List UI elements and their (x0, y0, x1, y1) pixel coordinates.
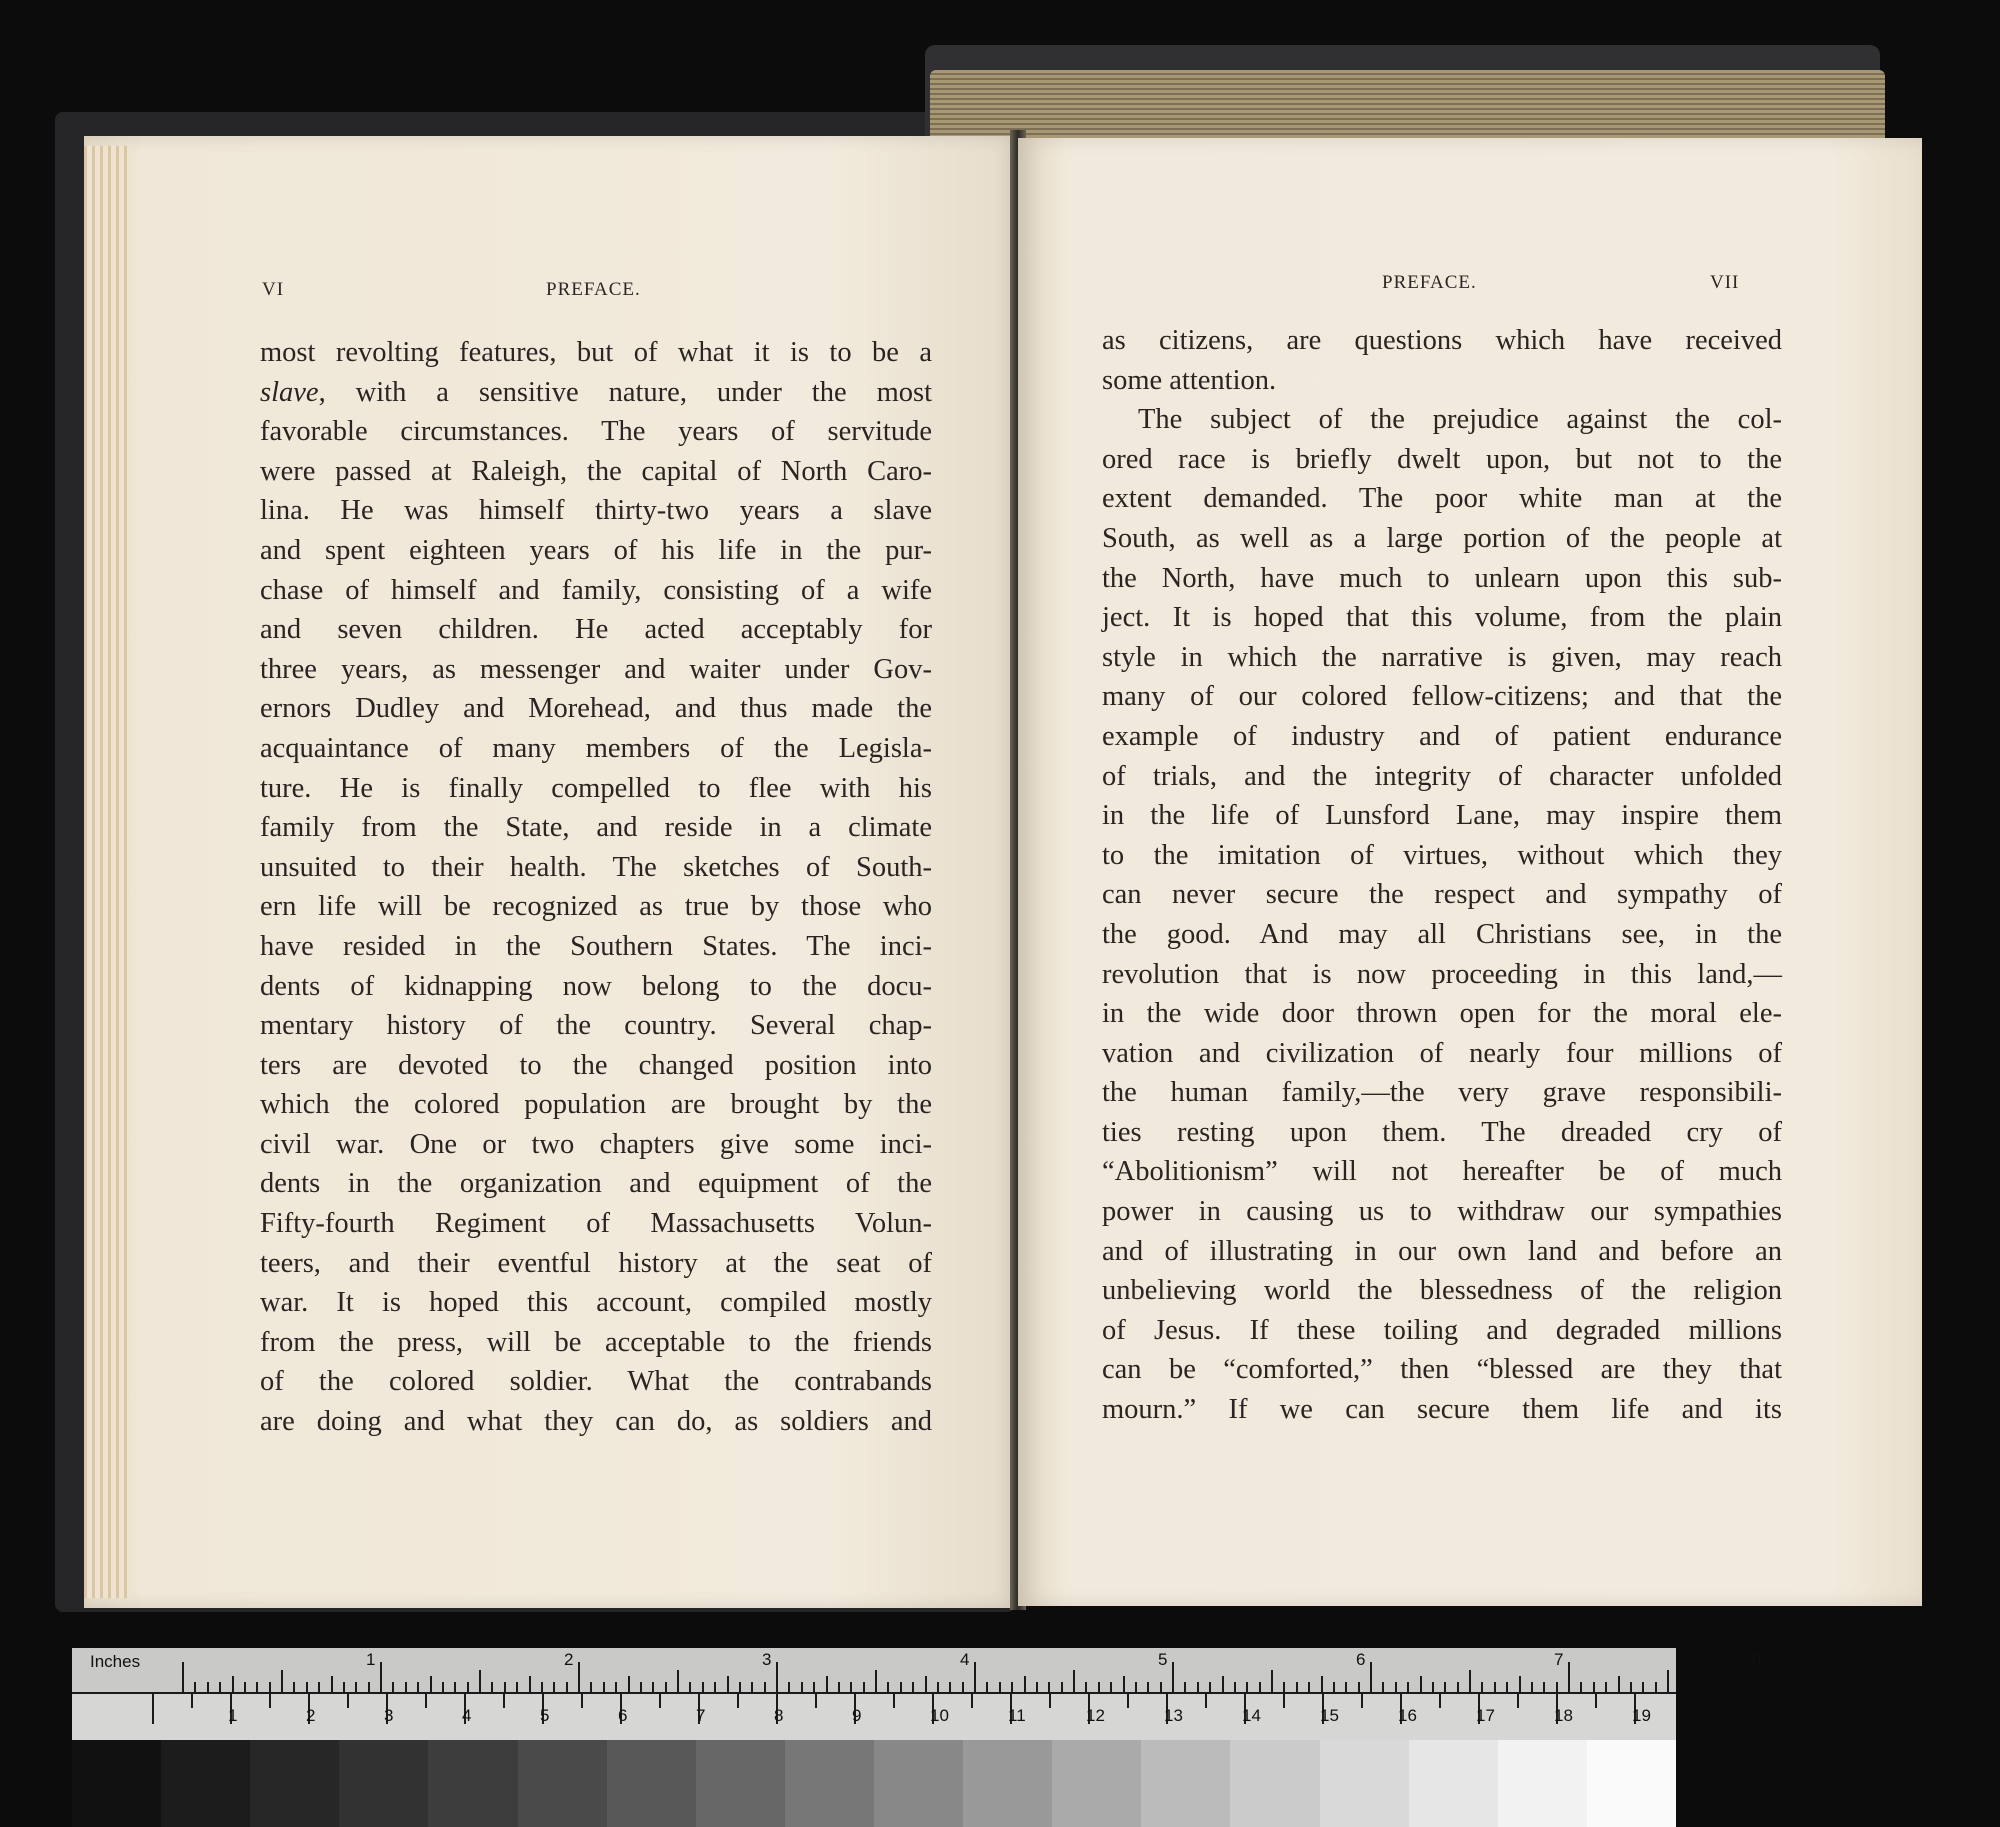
inch-tick (454, 1682, 456, 1692)
inch-tick (863, 1682, 865, 1692)
inch-tick (331, 1676, 333, 1692)
gray-patch (607, 1740, 696, 1827)
page-edges (930, 70, 1885, 140)
text-line: civil war. One or two chapters give some inci- (260, 1128, 932, 1160)
inch-tick (1123, 1676, 1125, 1692)
inch-number: 6 (1356, 1650, 1366, 1669)
inch-tick (1469, 1670, 1471, 1692)
inch-tick (1618, 1676, 1620, 1692)
inch-tick (430, 1676, 432, 1692)
inch-number: 5 (1158, 1650, 1168, 1669)
gray-patch (1230, 1740, 1319, 1827)
inch-tick (677, 1670, 679, 1692)
inch-tick (801, 1682, 803, 1692)
text-line: were passed at Raleigh, the capital of North Caro- (260, 455, 932, 487)
inch-tick (714, 1682, 716, 1692)
inch-tick (529, 1676, 531, 1692)
cm-tick (659, 1694, 661, 1708)
inch-tick (751, 1682, 753, 1692)
inch-tick (1024, 1676, 1026, 1692)
inch-tick (1073, 1670, 1075, 1692)
inches-scale (72, 1648, 1762, 1694)
text-line: chase of himself and family, consisting of a wife (260, 574, 932, 606)
cm-tick (152, 1694, 154, 1724)
inch-tick (1246, 1682, 1248, 1692)
cm-tick (425, 1694, 427, 1708)
text-line: most revolting features, but of what it is to be a (260, 337, 932, 368)
inch-tick (355, 1682, 357, 1692)
text-line: ern life will be recognized as true by those who (260, 891, 932, 923)
text-line: ernors Dudley and Morehead, and thus made the (260, 693, 932, 725)
inch-tick (232, 1676, 234, 1692)
text-line: can be “comforted,” then “blessed are they that (1102, 1354, 1782, 1386)
inch-tick (887, 1682, 889, 1692)
text-line: mourn.” If we can secure them life and its (1102, 1394, 1782, 1426)
gray-patch (1409, 1740, 1498, 1827)
inch-tick (1259, 1682, 1261, 1692)
inch-tick (1271, 1670, 1273, 1692)
inch-tick (1593, 1682, 1595, 1692)
text-line: “Abolitionism” will not hereafter be of much (1102, 1156, 1782, 1188)
gray-patch (250, 1740, 339, 1827)
inch-tick (1395, 1682, 1397, 1692)
inch-tick (1543, 1682, 1545, 1692)
inch-tick (788, 1682, 790, 1692)
text-line: the good. And may all Christians see, in the (1102, 918, 1782, 950)
cm-tick (1127, 1694, 1129, 1708)
inch-tick (219, 1682, 221, 1692)
inch-tick (1531, 1682, 1533, 1692)
inch-tick (1160, 1682, 1162, 1692)
inch-number: 2 (564, 1650, 574, 1669)
inch-tick (1222, 1676, 1224, 1692)
inch-tick (1568, 1662, 1570, 1692)
cm-number: 5 (540, 1706, 550, 1725)
cm-tick (1517, 1694, 1519, 1708)
text-line: of the colored soldier. What the contrabands (260, 1366, 932, 1398)
text-line: Fifty-fourth Regiment of Massachusetts Volun- (260, 1208, 932, 1240)
text-line: power in causing us to withdraw our sympathies (1102, 1196, 1782, 1228)
text-line: and seven children. He acted acceptably for (260, 614, 932, 646)
inch-tick (1061, 1682, 1063, 1692)
cm-tick (269, 1694, 271, 1708)
cm-tick (971, 1694, 973, 1708)
text-line: ture. He is finally compelled to flee with his (260, 772, 932, 804)
cm-tick (1283, 1694, 1285, 1708)
right-body-text (1102, 321, 1782, 1430)
text-line: ties resting upon them. The dreaded cry of (1102, 1116, 1782, 1148)
cm-tick (581, 1694, 583, 1708)
inch-tick (739, 1682, 741, 1692)
inch-tick (640, 1682, 642, 1692)
inch-tick (1085, 1682, 1087, 1692)
text-line: extent demanded. The poor white man at the (1102, 483, 1782, 515)
text-line: can never secure the respect and sympathy of (1102, 879, 1782, 911)
inch-tick (1135, 1682, 1137, 1692)
text-line: ored race is briefly dwelt upon, but not to the (1102, 443, 1782, 475)
inch-tick (838, 1682, 840, 1692)
cm-number: 4 (462, 1706, 472, 1725)
inch-tick (244, 1682, 246, 1692)
cm-number: 1 (228, 1706, 238, 1725)
cm-tick (347, 1694, 349, 1708)
cm-number: 2 (306, 1706, 316, 1725)
inch-tick (1420, 1676, 1422, 1692)
inch-tick (269, 1682, 271, 1692)
inch-tick (813, 1682, 815, 1692)
text-line: the human family,—the very grave responsibili- (1102, 1077, 1782, 1109)
text-line: from the press, will be acceptable to the friends (260, 1326, 932, 1358)
inch-tick (1358, 1682, 1360, 1692)
cm-tick (815, 1694, 817, 1708)
gray-patch (428, 1740, 517, 1827)
text-line: the North, have much to unlearn upon this sub- (1102, 562, 1782, 594)
gray-patch (874, 1740, 963, 1827)
text-line: dents of kidnapping now belong to the docu- (260, 970, 932, 1002)
page-number-left: VI (262, 279, 285, 300)
inch-tick (553, 1682, 555, 1692)
inch-tick (578, 1662, 580, 1692)
cm-number: 9 (852, 1706, 862, 1725)
inch-number: 3 (762, 1650, 772, 1669)
inch-tick (1667, 1670, 1669, 1692)
gray-patch (1587, 1740, 1676, 1827)
text-line: example of industry and of patient endurance (1102, 720, 1782, 752)
inch-tick (182, 1662, 184, 1692)
text-line: teers, and their eventful history at the seat of (260, 1247, 932, 1279)
left-body-text (260, 333, 932, 1442)
text-line: war. It is hoped this account, compiled mostly (260, 1287, 932, 1319)
cm-number: 16 (1398, 1706, 1417, 1725)
text-line: of trials, and the integrity of character unfolded (1102, 760, 1782, 792)
text-line: of Jesus. If these toiling and degraded millions (1102, 1314, 1782, 1346)
inch-tick (1283, 1682, 1285, 1692)
inch-tick (1494, 1682, 1496, 1692)
text-line: lina. He was himself thirty-two years a slave (260, 495, 932, 527)
cm-number: 6 (618, 1706, 628, 1725)
text-line: family from the State, and reside in a climate (260, 812, 932, 844)
inch-tick (1333, 1682, 1335, 1692)
gray-patch (1141, 1740, 1230, 1827)
inch-tick (1209, 1682, 1211, 1692)
inch-tick (1382, 1682, 1384, 1692)
inch-tick (306, 1682, 308, 1692)
inch-tick (1234, 1682, 1236, 1692)
inch-tick (1630, 1682, 1632, 1692)
inch-tick (467, 1682, 469, 1692)
inch-tick (1321, 1676, 1323, 1692)
cm-number: 11 (1008, 1706, 1026, 1725)
inch-tick (1432, 1682, 1434, 1692)
inch-tick (628, 1676, 630, 1692)
cm-number: 18 (1554, 1706, 1573, 1725)
grayscale-calibration-strip (72, 1740, 1676, 1827)
gray-patch (518, 1740, 607, 1827)
inch-tick (566, 1682, 568, 1692)
text-line: mentary history of the country. Several chap- (260, 1010, 932, 1042)
inch-tick (541, 1682, 543, 1692)
text-line: many of our colored fellow-citizens; and that the (1102, 681, 1782, 713)
text-line: as citizens, are questions which have received (1102, 325, 1782, 356)
gray-patch (1052, 1740, 1141, 1827)
inch-tick (1370, 1662, 1372, 1692)
running-header-right: PREFACE. (1382, 272, 1477, 293)
text-line: have resided in the Southern States. The inci- (260, 930, 932, 962)
cm-tick (191, 1694, 193, 1708)
inches-label: Inches (90, 1652, 141, 1671)
left-page (84, 136, 1018, 1608)
inch-tick (479, 1670, 481, 1692)
inch-tick (1184, 1682, 1186, 1692)
text-line: unbelieving world the blessedness of the religion (1102, 1275, 1782, 1307)
gray-patch (963, 1740, 1052, 1827)
cm-number: 8 (774, 1706, 784, 1725)
cm-number: 12 (1086, 1706, 1105, 1725)
inch-tick (1345, 1682, 1347, 1692)
inch-tick (1147, 1682, 1149, 1692)
cm-number: 3 (384, 1706, 394, 1725)
cm-number: 7 (696, 1706, 706, 1725)
inch-tick (1308, 1682, 1310, 1692)
text-line: some attention. (1102, 364, 1277, 396)
text-line: acquaintance of many members of the Legisla- (260, 732, 932, 764)
cm-tick (1361, 1694, 1363, 1708)
inch-tick (1011, 1682, 1013, 1692)
cm-number: 17 (1476, 1706, 1495, 1725)
inch-tick (405, 1682, 407, 1692)
inch-tick (504, 1682, 506, 1692)
inch-tick (1172, 1662, 1174, 1692)
inch-tick (318, 1682, 320, 1692)
text-line: favorable circumstances. The years of servitude (260, 416, 932, 448)
text-line: which the colored population are brought by the (260, 1089, 932, 1121)
inch-tick (900, 1682, 902, 1692)
inch-tick (999, 1682, 1001, 1692)
inch-tick (652, 1682, 654, 1692)
inch-tick (949, 1682, 951, 1692)
cm-number: 10 (930, 1706, 949, 1725)
gray-patch (696, 1740, 785, 1827)
inch-tick (912, 1682, 914, 1692)
text-line: ject. It is hoped that this volume, from the plain (1102, 602, 1782, 634)
text-line: three years, as messenger and waiter under Gov- (260, 653, 932, 685)
inch-tick (665, 1682, 667, 1692)
text-line: and spent eighteen years of his life in the pur- (260, 534, 932, 566)
gray-patch (339, 1740, 428, 1827)
inch-tick (590, 1682, 592, 1692)
inch-tick (1098, 1682, 1100, 1692)
inch-tick (1444, 1682, 1446, 1692)
cm-number: 13 (1164, 1706, 1183, 1725)
inch-number: 1 (366, 1650, 376, 1669)
inch-tick (826, 1676, 828, 1692)
inch-tick (1556, 1682, 1558, 1692)
text-line: The subject of the prejudice against the col- (1138, 404, 1782, 436)
inch-tick (875, 1670, 877, 1692)
inch-tick (368, 1682, 370, 1692)
inch-tick (1457, 1682, 1459, 1692)
gray-patch (161, 1740, 250, 1827)
inch-number: 7 (1554, 1650, 1564, 1669)
text-line: slave, with a sensitive nature, under the most (260, 376, 932, 408)
cm-tick (893, 1694, 895, 1708)
text-line: in the life of Lunsford Lane, may inspire them (1102, 800, 1782, 832)
cm-number: 15 (1320, 1706, 1339, 1725)
cm-tick (737, 1694, 739, 1708)
inch-tick (1519, 1676, 1521, 1692)
centimeters-scale (72, 1694, 1676, 1740)
inch-tick (615, 1682, 617, 1692)
inch-tick (937, 1682, 939, 1692)
inch-tick (986, 1682, 988, 1692)
inch-tick (293, 1682, 295, 1692)
inch-tick (491, 1682, 493, 1692)
text-line: vation and civilization of nearly four millions of (1102, 1037, 1782, 1069)
inch-tick (1048, 1682, 1050, 1692)
inch-number: 8 (1752, 1650, 1762, 1669)
inch-tick (764, 1682, 766, 1692)
inch-tick (380, 1662, 382, 1692)
inch-tick (1296, 1682, 1298, 1692)
inch-tick (417, 1682, 419, 1692)
cm-tick (1049, 1694, 1051, 1708)
inch-tick (962, 1682, 964, 1692)
inch-tick (1506, 1682, 1508, 1692)
text-line: and of illustrating in our own land and before an (1102, 1235, 1782, 1267)
text-line: to the imitation of virtues, without which they (1102, 839, 1782, 871)
text-line: ters are devoted to the changed position into (260, 1049, 932, 1081)
cm-tick (1439, 1694, 1441, 1708)
inch-tick (1036, 1682, 1038, 1692)
inch-tick (974, 1662, 976, 1692)
text-line: in the wide door thrown open for the moral ele- (1102, 998, 1782, 1030)
page-number-right: VII (1710, 272, 1740, 293)
inch-tick (850, 1682, 852, 1692)
cm-tick (1205, 1694, 1207, 1708)
text-line: are doing and what they can do, as soldiers and (260, 1406, 932, 1438)
inch-tick (1197, 1682, 1199, 1692)
inch-number: 4 (960, 1650, 970, 1669)
inch-tick (1110, 1682, 1112, 1692)
inch-tick (1605, 1682, 1607, 1692)
inch-tick (776, 1662, 778, 1692)
cm-tick (1595, 1694, 1597, 1708)
inch-tick (1655, 1682, 1657, 1692)
text-line: style in which the narrative is given, may reach (1102, 641, 1782, 673)
inch-tick (256, 1682, 258, 1692)
inch-tick (702, 1682, 704, 1692)
inch-tick (603, 1682, 605, 1692)
inch-tick (1642, 1682, 1644, 1692)
text-line: revolution that is now proceeding in this land,— (1102, 958, 1782, 990)
gray-patch (1320, 1740, 1409, 1827)
running-header-left: PREFACE. (546, 279, 641, 300)
gray-patch (785, 1740, 874, 1827)
inch-tick (281, 1670, 283, 1692)
inch-tick (207, 1682, 209, 1692)
inch-tick (392, 1682, 394, 1692)
right-page (1018, 138, 1922, 1606)
gray-patch (72, 1740, 161, 1827)
text-line: South, as well as a large portion of the people at (1102, 522, 1782, 554)
cm-number: 14 (1242, 1706, 1261, 1725)
inch-tick (442, 1682, 444, 1692)
inch-tick (689, 1682, 691, 1692)
inch-tick (1481, 1682, 1483, 1692)
cm-number: 19 (1632, 1706, 1651, 1725)
gray-patch (1498, 1740, 1587, 1827)
inch-tick (1407, 1682, 1409, 1692)
cm-tick (503, 1694, 505, 1708)
inch-tick (1580, 1682, 1582, 1692)
measurement-ruler (72, 1648, 1762, 1740)
inch-tick (727, 1676, 729, 1692)
inch-tick (194, 1682, 196, 1692)
inch-tick (925, 1676, 927, 1692)
text-line: dents in the organization and equipment of the (260, 1168, 932, 1200)
text-line: unsuited to their health. The sketches of South- (260, 851, 932, 883)
inch-tick (516, 1682, 518, 1692)
inch-tick (343, 1682, 345, 1692)
